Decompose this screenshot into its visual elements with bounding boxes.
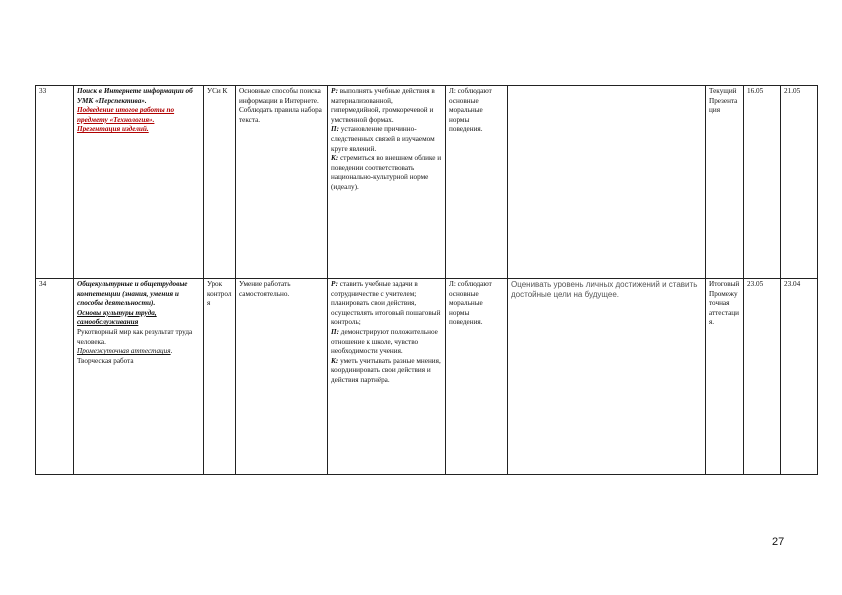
table-row xyxy=(36,279,818,475)
meta-label: К: xyxy=(331,154,339,163)
meta-label: П: xyxy=(331,125,339,134)
subject-results: Умение работать самостоятельно. xyxy=(236,279,328,475)
lesson-number: 33 xyxy=(36,86,74,279)
personal-results: Л: соблюдают основные моральные нормы поведения. xyxy=(446,86,508,279)
lesson-number: 34 xyxy=(36,279,74,475)
lesson-type: УСи К xyxy=(204,86,236,279)
topic-part: . Творческая работа xyxy=(77,347,173,365)
meta-text: уметь учитывать разные мнения, координировать свои действия и действия партнёра. xyxy=(331,356,441,384)
table-row xyxy=(36,86,818,279)
control-form: Итоговый Промежуточная аттестация. xyxy=(706,279,744,475)
activity-description: Оценивать уровень личных достижений и ставить достойные цели на будущее. xyxy=(508,279,706,475)
date-fact: 23.04 xyxy=(781,279,818,475)
topic-part: Рукотворный мир как результат труда человека. xyxy=(77,327,193,346)
personal-results: Л: соблюдают основные моральные нормы поведения. xyxy=(446,279,508,475)
meta-text: установление причинно-следственных связей в изучаемом круге явлений. xyxy=(331,125,435,153)
metasubject-results xyxy=(328,86,446,279)
meta-text: демонстрируют положительное отношение к школе, чувство необходимости учения. xyxy=(331,327,438,356)
page-number: 27 xyxy=(772,536,785,548)
meta-text: выполнять учебные действия в материализованной, гипермедийной, громкоречевой и умственной формах. xyxy=(331,87,435,124)
date-plan: 16.05 xyxy=(744,86,781,279)
lesson-topic xyxy=(74,86,204,279)
topic-part: Подведение итогов работы по предмету «Технология». xyxy=(77,106,175,124)
topic-part: Презентация изделий. xyxy=(77,125,149,134)
meta-label: К: xyxy=(331,356,339,365)
topic-part: Поиск в Интернете информации об УМК «Перспектива». xyxy=(77,87,193,105)
topic-part: Общекультурные и общетрудовые компетенции (знания, умения и способы деятельности). xyxy=(77,280,188,308)
lesson-topic xyxy=(74,279,204,475)
meta-text: ставить учебные задачи в сотрудничестве с учителем; планировать свои действия, осуществлять итоговый пошаговый контроль; xyxy=(331,280,441,327)
meta-label: Р: xyxy=(331,280,338,288)
date-plan: 23.05 xyxy=(744,279,781,475)
topic-part: Промежуточная аттестация xyxy=(77,347,171,356)
activity-description xyxy=(508,86,706,279)
date-fact: 21.05 xyxy=(781,86,818,279)
meta-label: П: xyxy=(331,327,339,336)
control-form: Текущий Презентация xyxy=(706,86,744,279)
meta-text: стремиться во внешнем облике и поведении соответствовать национально-культурной норме (идеалу). xyxy=(331,154,442,191)
subject-results: Основные способы поиска информации в Интернете. Соблюдать правила набора текста. xyxy=(236,86,328,279)
topic-part: Основы культуры труда, самообслуживания xyxy=(77,308,157,327)
lesson-type: Урок контроля xyxy=(204,279,236,475)
meta-label: Р: xyxy=(331,87,338,95)
metasubject-results xyxy=(328,279,446,475)
lesson-plan-table xyxy=(35,85,818,475)
